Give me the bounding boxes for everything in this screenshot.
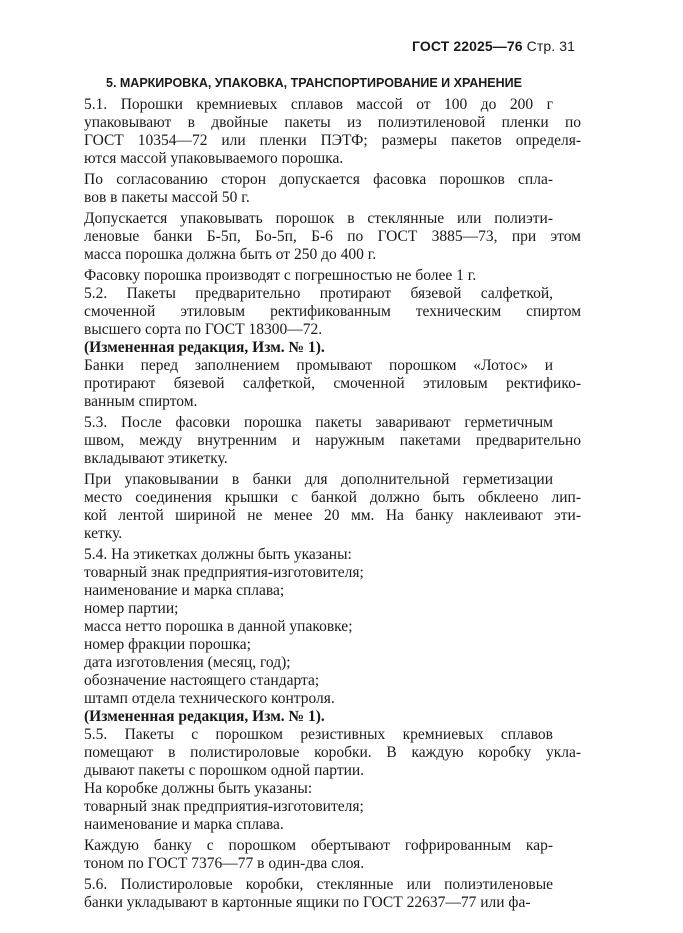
paragraph-p21 (56, 780, 581, 798)
text-line: наименование и марка сплава. (84, 816, 284, 833)
text-line: ГОСТ 10354—72 или пленки ПЭТФ; размеры пакетов определя- (84, 132, 581, 149)
text-line: помещают в полистироловые коробки. В каждую коробку укла- (84, 744, 581, 761)
text-line: товарный знак предприятия-изготовителя; (84, 798, 364, 815)
text-line: штамп отдела технического контроля. (84, 690, 335, 707)
text-line: (Измененная редакция, Изм. № 1). (84, 708, 325, 725)
text-line: Банки перед заполнением промывают порошком «Лотос» и (84, 357, 553, 374)
text-line: упаковывают в двойные пакеты из полиэтиленовой пленки по (84, 114, 581, 131)
text-line: дата изготовления (месяц, год); (84, 654, 291, 671)
text-line: номер партии; (84, 600, 179, 617)
text-line: тоном по ГОСТ 7376—77 в один-два слоя. (84, 855, 365, 872)
paragraph-p17 (56, 672, 581, 690)
text-line: протирают бязевой салфеткой, смоченной этиловым ректифико- (84, 375, 581, 392)
text-line: место соединения крышки с банкой должно быть обклеено лип- (84, 489, 581, 506)
paragraph-p9 (56, 471, 581, 543)
text-line: 5.5. Пакеты с порошком резистивных кремниевых сплавов (84, 726, 553, 743)
text-line: номер фракции порошка; (84, 636, 251, 653)
text-line: кетку. (84, 525, 123, 542)
paragraph-p1 (56, 96, 581, 168)
standard-number: ГОСТ 22025—76 (412, 38, 523, 54)
text-line: банки укладывают в картонные ящики по ГОСТ 22637—77 или фа- (84, 894, 531, 911)
text-line: швом, между внутренним и наружным пакетами предварительно (84, 432, 581, 449)
paragraph-p22 (56, 798, 581, 816)
text-line: При упаковывании в банки для дополнительной герметизации (84, 471, 553, 488)
text-line: смоченной этиловым ректификованным техническим спиртом (84, 303, 581, 320)
text-line: По согласованию сторон допускается фасовка порошков спла- (84, 171, 553, 188)
paragraph-p2 (56, 171, 581, 207)
text-line: 5.2. Пакеты предварительно протирают бязевой салфеткой, (84, 285, 553, 302)
text-line: кой лентой шириной не менее 20 мм. На банку наклеивают эти- (84, 507, 581, 524)
text-line: масса нетто порошка в данной упаковке; (84, 618, 353, 635)
text-line: ванным спиртом. (84, 393, 198, 410)
paragraph-p3 (56, 210, 581, 264)
text-line: 5.1. Порошки кремниевых сплавов массой от 100 до 200 г (84, 96, 553, 113)
text-line: вкладывают этикетку. (84, 450, 228, 467)
text-line: ются массой упаковываемого порошка. (84, 150, 344, 167)
text-line: обозначение настоящего стандарта; (84, 672, 320, 689)
paragraph-p14 (56, 618, 581, 636)
text-line: Допускается упаковывать порошок в стеклянные или полиэти- (84, 210, 553, 227)
text-line: 5.4. На этикетках должны быть указаны: (84, 546, 352, 563)
paragraph-p8 (56, 414, 581, 468)
paragraph-p7 (56, 357, 581, 411)
paragraph-p6 (56, 339, 581, 357)
text-line: дывают пакеты с порошком одной партии. (84, 762, 365, 779)
text-line: Фасовку порошка производят с погрешностью не более 1 г. (84, 267, 477, 284)
text-line: масса порошка должна быть от 250 до 400 г. (84, 246, 377, 263)
text-line: 5.6. Полистироловые коробки, стеклянные или полиэтиленовые (84, 876, 553, 893)
paragraph-p12 (56, 582, 581, 600)
paragraph-p10 (56, 546, 581, 564)
paragraph-p25 (56, 876, 581, 912)
paragraph-p20 (56, 726, 581, 780)
text-line: 5.3. После фасовки порошка пакеты заваривают герметичным (84, 414, 553, 431)
paragraph-p23 (56, 816, 581, 834)
paragraph-p13 (56, 600, 581, 618)
page-number: Стр. 31 (526, 38, 576, 54)
paragraph-p11 (56, 564, 581, 582)
text-line: (Измененная редакция, Изм. № 1). (84, 339, 325, 356)
document-body (56, 96, 581, 912)
text-line: вов в пакеты массой 50 г. (84, 189, 250, 206)
paragraph-p4 (56, 267, 581, 285)
paragraph-p24 (56, 837, 581, 873)
section-title: 5. МАРКИРОВКА, УПАКОВКА, ТРАНСПОРТИРОВАНИЕ И ХРАНЕНИЕ (106, 76, 522, 90)
text-line: На коробке должны быть указаны: (84, 780, 313, 797)
paragraph-p15 (56, 636, 581, 654)
paragraph-p5 (56, 285, 581, 339)
paragraph-p16 (56, 654, 581, 672)
text-line: леновые банки Б-5п, Бо-5п, Б-6 по ГОСТ 3885—73, при этом (84, 228, 581, 245)
page-header (412, 38, 652, 54)
text-line: Каждую банку с порошком обертывают гофрированным кар- (84, 837, 553, 854)
text-line: товарный знак предприятия-изготовителя; (84, 564, 364, 581)
text-line: наименование и марка сплава; (84, 582, 285, 599)
paragraph-p19 (56, 708, 581, 726)
text-line: высшего сорта по ГОСТ 18300—72. (84, 321, 323, 338)
paragraph-p18 (56, 690, 581, 708)
